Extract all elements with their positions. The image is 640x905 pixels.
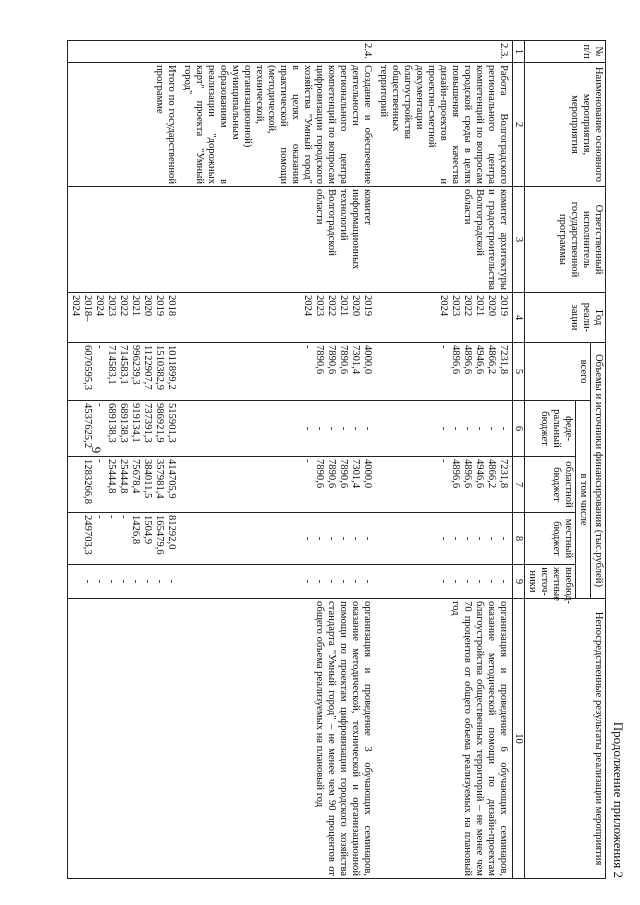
col-number: 7 — [513, 457, 525, 513]
header-local: местный бюджет — [525, 513, 576, 565]
row-name: Итого по государственной программе — [68, 63, 181, 187]
row-federal: - - - - - - — [376, 401, 513, 457]
row-results — [68, 599, 181, 879]
row-years: 2019 2020 2021 2022 2023 2024 — [376, 293, 513, 343]
page-number: 9 — [89, 446, 104, 454]
header-extra: внебюд-жетные источ-ники — [525, 565, 576, 599]
col-number: 8 — [513, 513, 525, 565]
table-row — [376, 41, 513, 879]
row-results: организация и проведение 3 обучающих семинаров, оказание методической, технической и организационной помощи по проектам цифровизации городского хозяйства стандарта "Умный город" – не менее чем 90 процентов от общего объема реализуемых на плановый год — [180, 599, 376, 879]
row-executor: комитет информационных технологий Волгоградской области — [180, 187, 376, 293]
row-local: - - - - - - — [180, 513, 376, 565]
row-total: 7231,8 4866,2 4946,6 4896,6 4896,6 - — [376, 343, 513, 401]
col-number: 5 — [513, 343, 525, 401]
row-extra: - - - - - - — [376, 565, 513, 599]
col-number: 3 — [513, 187, 525, 293]
row-total: 4000,0 7301,4 7890,6 7890,6 7890,6 - — [180, 343, 376, 401]
row-extra: - - - - - - - - — [68, 565, 181, 599]
rotated-page — [70, 40, 626, 878]
row-regional: 7231,8 4866,2 4946,6 4896,6 4896,6 - — [376, 457, 513, 513]
col-number: 9 — [513, 565, 525, 599]
col-number: 10 — [513, 599, 525, 879]
table-row-total — [68, 41, 181, 879]
header-executor: Ответственный исполнитель государственной программы — [525, 187, 606, 293]
row-name: Работа Волгоградского регионального центра компетенций по вопросам городской среды в целях повышения качества дизайн-проектов и проектно-сметной документации благоустройства общественных территорий — [376, 63, 513, 187]
row-executor: комитет архитектуры и градостроительства Волгоградской области — [376, 187, 513, 293]
col-number: 2 — [513, 63, 525, 187]
program-table — [67, 40, 606, 879]
row-federal: 515901,3 986921,9 737391,3 919134,1 689138,3 689138,3 - 4537625,2 — [68, 401, 181, 457]
col-number: 6 — [513, 401, 525, 457]
row-name: Создание и обеспечение деятельности регионального центра компетенций по вопросам цифровизации городского хозяйства "Умный город" в целях оказания практической помощи (методической, технической, организационной) муниципальным образованиям в реализации "дорожных карт" проекта "Умный город" — [180, 63, 376, 187]
row-no — [68, 41, 181, 63]
header-year: Год реали-зации — [525, 293, 606, 343]
row-regional: 414705,9 357981,4 384011,5 75678,4 25444,8 25444,8 - 1283266,8 — [68, 457, 181, 513]
header-regional: областной бюджет — [525, 457, 576, 513]
header-federal: феде-ральный бюджет — [525, 401, 576, 457]
row-local: - - - - - - — [376, 513, 513, 565]
row-federal: - - - - - - — [180, 401, 376, 457]
row-years: 2019 2020 2021 2022 2023 2024 — [180, 293, 376, 343]
row-total: 1011899,2 1510382,9 1122907,7 996239,3 714583,1 714583,1 - 6070595,3 — [68, 343, 181, 401]
row-regional: 4000,0 7301,4 7890,6 7890,6 7890,6 - — [180, 457, 376, 513]
row-no: 2.3. — [376, 41, 513, 63]
header-name: Наименование основного мероприятия, мероприятия — [525, 63, 606, 187]
header-funding: Объемы и источники финансирования (тыс.рублей) — [591, 343, 606, 599]
header-results: Непосредственные результаты реализации мероприятия — [525, 599, 606, 879]
row-results: организация и проведение 6 обучающих семинаров, оказание методической помощи по дизайн-проектам благоустройства общественных территорий – не менее чем 70 процентов от общего объема реализуемых на плановый год — [376, 599, 513, 879]
row-local: 81292,0 165479,6 1504,9 1426,8 - - - 249703,3 — [68, 513, 181, 565]
row-no: 2.4. — [180, 41, 376, 63]
row-years: 2018 2019 2020 2021 2022 2023 2024 2018–2024 — [68, 293, 181, 343]
row-extra: - - - - - - — [180, 565, 376, 599]
col-number: 4 — [513, 293, 525, 343]
row-executor — [68, 187, 181, 293]
continuation-label: Продолжение приложения 2 — [611, 721, 626, 878]
header-total: всего — [525, 343, 591, 401]
col-number: 1 — [513, 41, 525, 63]
header-no: № п/п — [525, 41, 606, 63]
table-row — [180, 41, 376, 879]
header-incl: в том числе — [576, 401, 591, 599]
